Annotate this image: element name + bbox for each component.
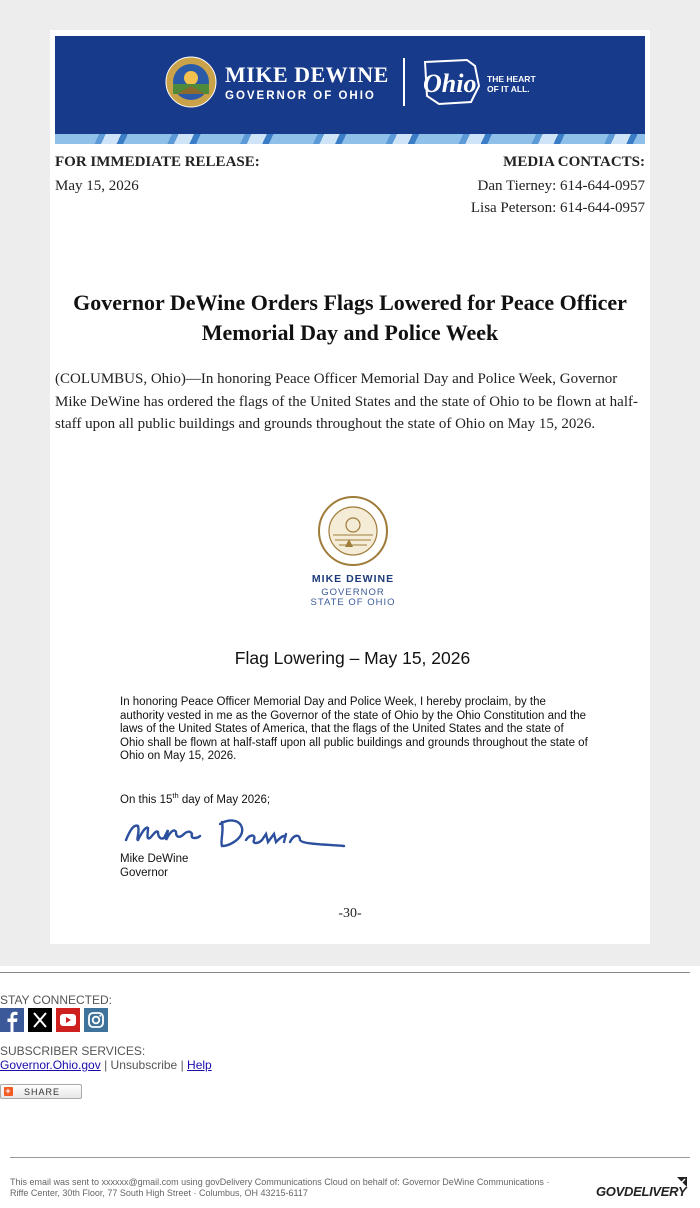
banner-divider: [403, 58, 405, 106]
headline-line-2: Memorial Day and Police Week: [201, 320, 499, 345]
release-date: May 15, 2026: [55, 178, 139, 194]
office-seal-icon: [317, 495, 389, 567]
govdelivery-mark-icon: [676, 1176, 688, 1188]
contact-item: Lisa Peterson: 614-644-0957: [470, 200, 645, 216]
proclamation-title: Flag Lowering – May 15, 2026: [234, 648, 471, 668]
subscriber-links: [0, 1058, 212, 1072]
banner-subtitle: GOVERNOR OF OHIO: [225, 90, 376, 102]
legal-text: This email was sent to xxxxxx@gmail.com using govDelivery Communications Cloud on behalf of: Governor DeWine Communications · Riffe Center, 30th Floor, 77 South High Street · Columbus, OH 43215-6117: [10, 1177, 550, 1198]
proclamation-body: In honoring Peace Officer Memorial Day and Police Week, I hereby proclaim, by the authority vested in me as the Governor of the state of Ohio by the Ohio Constitution and the laws of the United States of America, that the flags of the United States and the state of Ohio shall be flown at half-staff upon all public buildings and grounds throughout the state of Ohio on May 15, 2026.: [120, 696, 588, 762]
office-state: STATE OF OHIO: [310, 597, 396, 608]
stay-connected-label: STAY CONNECTED:: [0, 993, 113, 1007]
signature-title: Governor: [120, 867, 168, 879]
instagram-icon[interactable]: [84, 1008, 108, 1032]
end-mark: -30-: [338, 906, 362, 921]
signature-name: Mike DeWine: [120, 853, 189, 865]
social-links: [0, 1008, 108, 1032]
ohio-logo-word: Ohio: [423, 69, 477, 98]
tagline-line-1: THE HEART: [487, 74, 536, 84]
office-title: GOVERNOR: [321, 587, 385, 598]
footer-divider-bottom: [10, 1157, 690, 1158]
banner-stripes: [55, 134, 645, 144]
date-suffix: day of May 2026;: [178, 793, 271, 806]
youtube-icon[interactable]: [56, 1008, 80, 1032]
share-button[interactable]: [0, 1084, 82, 1099]
banner-governor-name: MIKE DEWINE: [225, 62, 389, 87]
share-label: SHARE: [24, 1087, 61, 1097]
headline: [55, 288, 645, 348]
banner-tagline: [487, 74, 536, 94]
unsubscribe-link[interactable]: Unsubscribe: [110, 1058, 178, 1072]
contacts-label: MEDIA CONTACTS:: [503, 154, 645, 170]
date-prefix: On this 15: [120, 793, 173, 806]
governor-site-link[interactable]: Governor.Ohio.gov: [0, 1058, 101, 1072]
tagline-line-2: OF IT ALL.: [487, 84, 530, 94]
x-icon[interactable]: [28, 1008, 52, 1032]
headline-line-1: Governor DeWine Orders Flags Lowered for Peace Officer: [73, 290, 627, 315]
release-label: FOR IMMEDIATE RELEASE:: [55, 154, 260, 170]
plus-icon: +: [5, 1086, 12, 1096]
governor-banner: [55, 36, 645, 144]
footer-divider: [0, 972, 690, 973]
body-paragraph: (COLUMBUS, Ohio)—In honoring Peace Officer Memorial Day and Police Week, Governor Mike DeWine has ordered the flags of the United States and the state of Ohio to be flown at half-staff upon all public buildings and grounds throughout the state of Ohio on May 15, 2026.: [55, 371, 638, 432]
facebook-icon[interactable]: [0, 1008, 24, 1032]
office-name: MIKE DEWINE: [311, 573, 395, 585]
govdelivery-logo[interactable]: GOVDELIVERY: [596, 1184, 687, 1199]
link-separator: |: [100, 1058, 111, 1072]
governor-seal-icon: [165, 56, 217, 108]
date-ordinal: th: [172, 791, 179, 800]
help-link[interactable]: Help: [187, 1058, 212, 1072]
governor-signature: [120, 810, 350, 852]
subscriber-services-label: SUBSCRIBER SERVICES:: [0, 1044, 146, 1058]
proclamation-date: [120, 791, 270, 806]
ohio-logo-icon: [417, 56, 487, 108]
contact-item: Dan Tierney: 614-644-0957: [477, 178, 645, 194]
press-release-card: [50, 30, 650, 944]
link-separator: |: [177, 1058, 188, 1072]
